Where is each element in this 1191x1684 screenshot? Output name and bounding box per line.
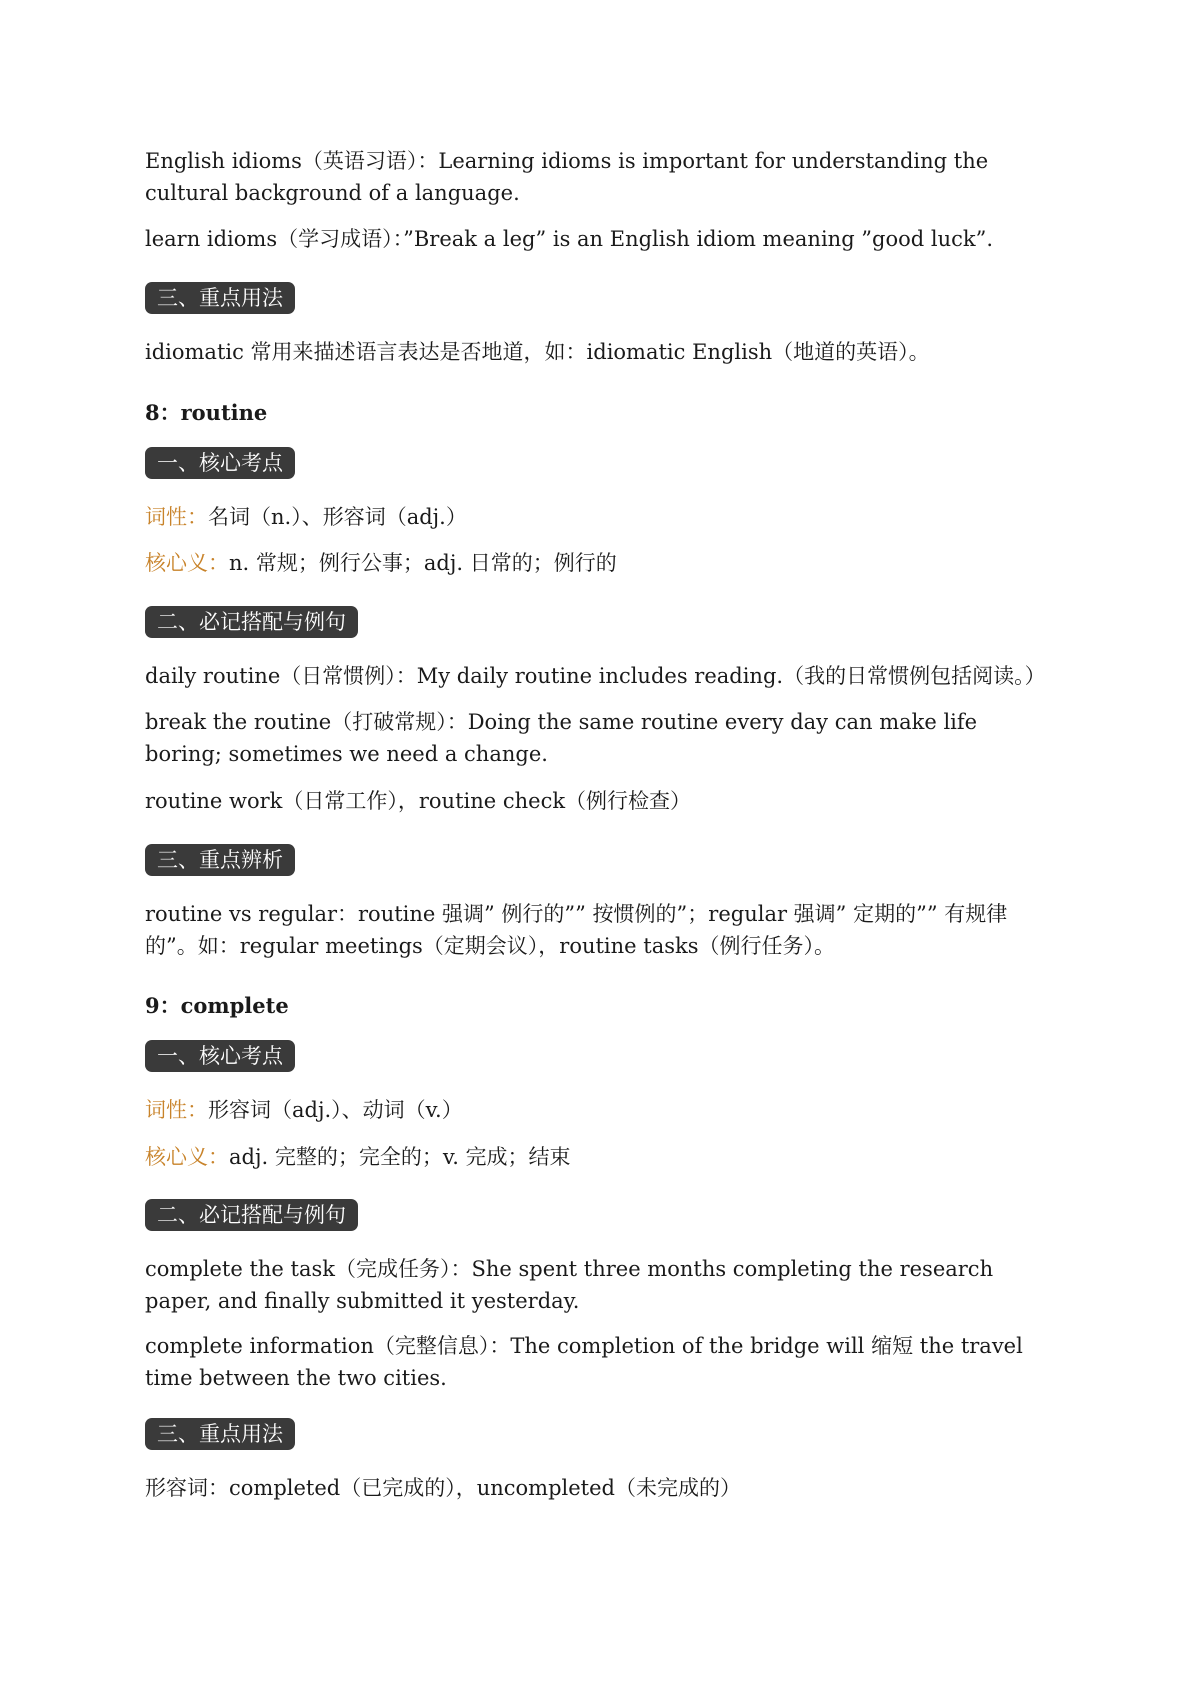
pos-label: 词性： [145, 505, 208, 529]
collocation-routine-work: routine work（日常工作），routine check（例行检查） [145, 789, 692, 813]
section-badge-key-usage: 三、重点用法 [145, 282, 295, 314]
meaning-label: 核心义： [145, 1145, 229, 1169]
meaning-value: adj. 完整的；完全的；v. 完成；结束 [229, 1145, 571, 1169]
entry-heading-complete: 9：complete [145, 993, 289, 1018]
section-badge-collocations: 二、必记搭配与例句 [145, 606, 358, 638]
collocation-complete-task: complete the task（完成任务）：She spent three months completing the research paper, and finally submitted it yesterday. [145, 1257, 994, 1313]
collocation-break-routine: break the routine（打破常规）：Doing the same routine every day can make life boring; sometimes we need a change. [145, 710, 978, 766]
distinction-routine-regular: routine vs regular：routine 强调” 例行的”” 按惯例的”；regular 强调” 定期的”” 有规律的”。如：regular meetings（定期会议），routine tasks（例行任务）。 [145, 902, 1008, 958]
usage-note-idiomatic: idiomatic 常用来描述语言表达是否地道，如：idiomatic English（地道的英语）。 [145, 340, 930, 364]
part-of-speech-line [145, 501, 1050, 533]
section-badge-collocations: 二、必记搭配与例句 [145, 1199, 358, 1231]
pos-value: 名词（n.）、形容词（adj.） [208, 505, 467, 529]
idiom-example-english-idioms: English idioms（英语习语）：Learning idioms is important for understanding the cultural background of a language. [145, 149, 989, 205]
usage-note-completed: 形容词：completed（已完成的），uncompleted（未完成的） [145, 1476, 741, 1500]
section-badge-key-usage: 三、重点用法 [145, 1418, 295, 1450]
pos-value: 形容词（adj.）、动词（v.） [208, 1098, 463, 1122]
part-of-speech-line [145, 1094, 1050, 1126]
section-badge-core-points: 一、核心考点 [145, 447, 295, 479]
idiom-example-learn-idioms: learn idioms（学习成语）：”Break a leg” is an English idiom meaning ”good luck”. [145, 227, 994, 251]
core-meaning-line [145, 1141, 1050, 1173]
collocation-daily-routine: daily routine（日常惯例）：My daily routine includes reading.（我的日常惯例包括阅读。） [145, 664, 1046, 688]
section-badge-distinction: 三、重点辨析 [145, 844, 295, 876]
pos-label: 词性： [145, 1098, 208, 1122]
meaning-label: 核心义： [145, 551, 229, 575]
entry-heading-routine: 8：routine [145, 400, 268, 425]
meaning-value: n. 常规；例行公事；adj. 日常的；例行的 [229, 551, 617, 575]
collocation-complete-information: complete information（完整信息）：The completion of the bridge will 缩短 the travel time between the two cities. [145, 1334, 1023, 1390]
core-meaning-line [145, 547, 1050, 579]
section-badge-core-points: 一、核心考点 [145, 1040, 295, 1072]
